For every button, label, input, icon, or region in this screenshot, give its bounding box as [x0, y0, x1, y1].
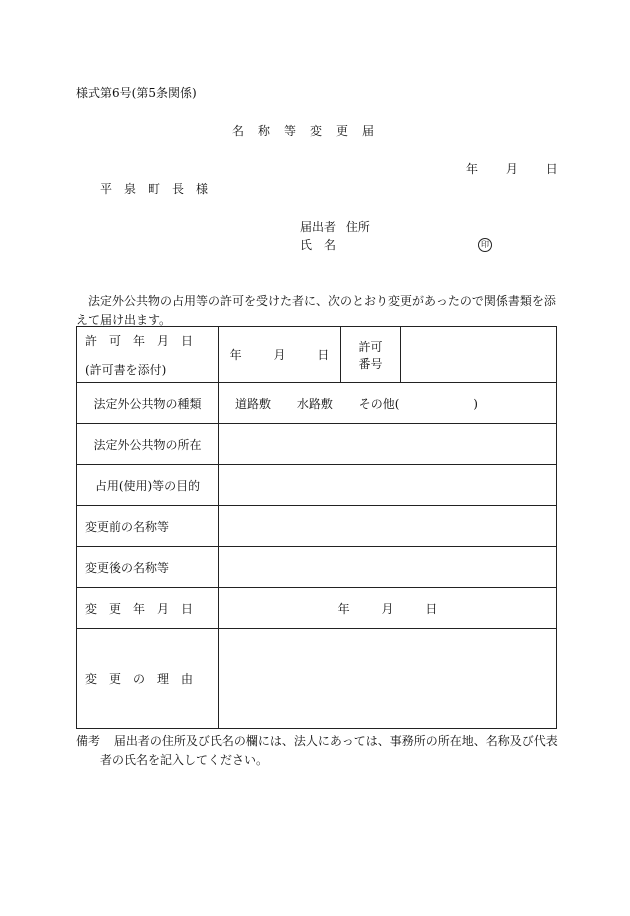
type-option-road[interactable]: 道路敷 [235, 396, 272, 411]
addressee: 平 泉 町 長 様 [100, 182, 209, 196]
location-field[interactable] [219, 424, 557, 465]
intro-line1: 法定外公共物の占用等の許可を受けた者に、次のとおり変更があったので関係書類を添 [88, 294, 556, 308]
date-day: 日 [545, 162, 558, 176]
type-option-waterway[interactable]: 水路敷 [296, 396, 333, 411]
before-label [77, 506, 219, 547]
change-date-label: 変 更 年 月 日 [77, 588, 219, 629]
submission-date [466, 160, 558, 177]
type-option-other-close: ) [473, 396, 478, 411]
type-options[interactable] [219, 383, 557, 424]
purpose-field[interactable] [219, 465, 557, 506]
type-option-other[interactable]: その他( [358, 396, 400, 411]
permit-number-field[interactable] [401, 327, 557, 383]
change-date-month: 月 [381, 601, 394, 616]
permit-date-field[interactable] [219, 327, 341, 383]
reason-field[interactable] [219, 629, 557, 729]
after-label [77, 547, 219, 588]
permit-date-label-line2: (許可書を添付) [85, 362, 167, 377]
after-field[interactable] [219, 547, 557, 588]
permit-number-label-line2: 番号 [358, 356, 383, 371]
remarks-line1 [76, 732, 558, 749]
after-label-text: 変更後の名称等 [85, 560, 170, 575]
reason-label: 変 更 の 理 由 [77, 629, 219, 729]
form-number: 様式第6号(第5条関係) [76, 86, 197, 100]
purpose-label: 占用(使用)等の目的 [77, 465, 219, 506]
applicant-address [300, 218, 370, 235]
permit-date-year: 年 [229, 348, 242, 362]
permit-date-label [77, 327, 219, 383]
seal-mark [478, 236, 492, 252]
permit-number-label-line1: 許可 [358, 339, 383, 354]
applicant-label: 届出者 [300, 220, 337, 234]
permit-date-month: 月 [273, 348, 286, 362]
remarks-text-line1: 届出者の住所及び氏名の欄には、法人にあっては、事務所の所在地、名称及び代表 [113, 734, 558, 748]
before-field[interactable] [219, 506, 557, 547]
address-label: 住所 [345, 220, 370, 234]
change-date-field[interactable] [219, 588, 557, 629]
seal-icon: 印 [478, 238, 492, 252]
permit-date-label-line1: 許 可 年 月 日 [85, 333, 194, 348]
change-form-table [76, 326, 557, 729]
before-label-text: 変更前の名称等 [85, 519, 170, 534]
date-month: 月 [505, 162, 518, 176]
document-title: 名 称 等 変 更 届 [232, 124, 376, 138]
applicant-name-label: 氏 名 [300, 238, 337, 252]
permit-date-day: 日 [317, 348, 330, 362]
remarks-label: 備考 [76, 734, 101, 748]
type-label: 法定外公共物の種類 [77, 383, 219, 424]
location-label: 法定外公共物の所在 [77, 424, 219, 465]
intro-line2: えて届け出ます。 [76, 313, 172, 327]
change-date-year: 年 [337, 601, 350, 616]
change-date-day: 日 [425, 601, 438, 616]
permit-number-label [341, 327, 401, 383]
date-year: 年 [466, 162, 479, 176]
remarks-line2: 者の氏名を記入してください。 [100, 753, 269, 767]
